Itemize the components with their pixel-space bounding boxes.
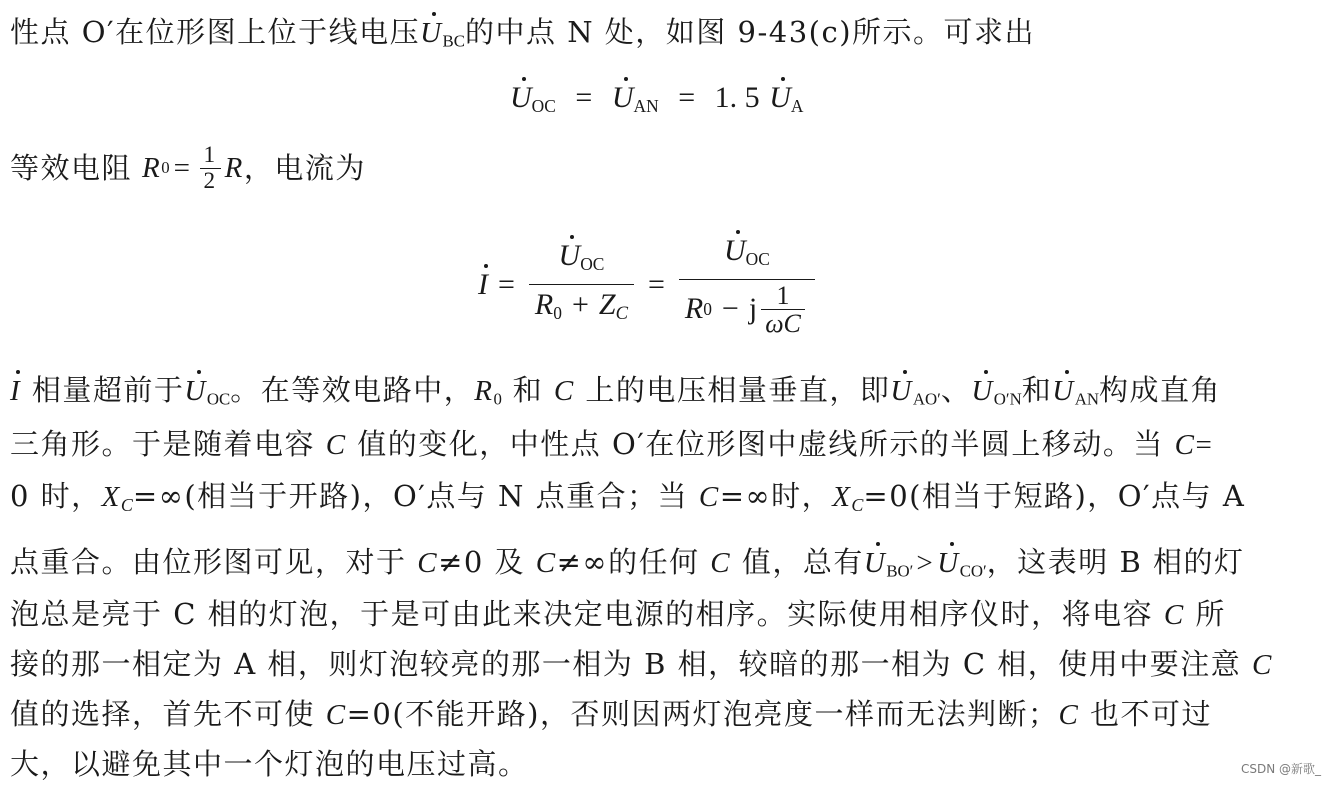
subscript: BO′ <box>886 561 914 581</box>
equals-sign: = <box>647 268 665 301</box>
numerator: 1 <box>761 282 805 310</box>
text: 、 <box>940 373 972 407</box>
symbol-C: C <box>553 375 575 407</box>
voltage-phasor: U <box>611 81 634 114</box>
text: ，这表明 B 相的灯 <box>986 545 1245 579</box>
text: 等效电阻 <box>10 151 133 185</box>
text: =∞时， <box>719 479 833 513</box>
fraction-one-half <box>200 143 221 193</box>
paragraph-line-2 <box>10 132 366 204</box>
voltage-phasor: U <box>769 81 791 114</box>
text: =0(相当于短路)，O′点与 A <box>863 479 1246 513</box>
subscript: AN <box>1074 389 1100 409</box>
subscript: OC <box>531 95 556 116</box>
symbol-C: C <box>1174 429 1196 461</box>
fraction-one-over-omega-c <box>761 282 805 338</box>
current-phasor: I <box>478 268 488 301</box>
symbol-C: C <box>698 481 720 513</box>
equals-sign: = <box>498 268 515 301</box>
equals-sign: = <box>575 81 593 114</box>
text: 上的电压相量垂直，即 <box>585 373 891 407</box>
symbol-C: C <box>417 547 439 579</box>
greater-than-sign: > <box>916 547 935 579</box>
text: 构成直角 <box>1099 373 1222 407</box>
coefficient: 1. 5 <box>714 81 760 114</box>
subscript: 0 <box>703 299 712 320</box>
imaginary-unit: j <box>748 292 758 326</box>
voltage-phasor: U <box>723 233 746 267</box>
symbol-X: X <box>101 481 121 513</box>
voltage-phasor: U <box>971 375 994 407</box>
text: 的中点 N 处，如图 9-43(c)所示。可求出 <box>464 15 1036 49</box>
symbol-X: X <box>832 481 852 513</box>
text: 和 <box>1021 373 1053 407</box>
paragraph-line-6 <box>10 544 1244 590</box>
text: =0(不能开路)，否则因两灯泡亮度一样而无法判断； <box>346 697 1059 731</box>
symbol-R: R <box>684 292 704 326</box>
voltage-phasor: U <box>184 375 207 407</box>
subscript: CO′ <box>959 561 987 581</box>
voltage-phasor: U <box>937 547 960 579</box>
symbol-C: C <box>535 547 557 579</box>
fraction-current-2 <box>679 231 815 339</box>
voltage-phasor: U <box>558 238 581 272</box>
subscript: O′N <box>993 389 1022 409</box>
text: 所 <box>1195 597 1226 631</box>
text: 相量超前于 <box>31 373 185 407</box>
paragraph-line-3 <box>10 372 1221 418</box>
equation-2 <box>478 222 819 348</box>
symbol-R: R <box>474 375 494 407</box>
subscript: C <box>615 303 628 325</box>
subscript: 0 <box>553 302 562 323</box>
symbol-C: C <box>710 547 732 579</box>
subscript: OC <box>745 248 770 269</box>
voltage-phasor: U <box>890 375 913 407</box>
symbol-R: R <box>534 287 554 321</box>
paragraph-line-7 <box>10 596 1226 633</box>
subscript: AN <box>633 95 659 116</box>
numerator: 1 <box>200 143 221 168</box>
denominator <box>679 280 815 340</box>
subscript: C <box>120 495 133 516</box>
denominator: ωC <box>765 308 801 338</box>
symbol-R: R <box>224 152 244 184</box>
fraction-current-1 <box>529 236 634 334</box>
subscript: A <box>790 95 804 116</box>
numerator <box>679 231 815 280</box>
voltage-phasor: U <box>863 547 887 579</box>
equals-sign: = <box>173 152 192 184</box>
numerator <box>529 236 634 285</box>
symbol-C: C <box>325 699 347 731</box>
paragraph-line-5 <box>10 478 1245 523</box>
symbol-C: C <box>1251 649 1273 681</box>
paragraph-line-4 <box>10 426 1213 463</box>
paragraph-line-10 <box>10 746 529 782</box>
text: 。在等效电路中， <box>230 373 475 407</box>
subscript: OC <box>206 389 231 409</box>
text: 三角形。于是随着电容 <box>10 427 316 461</box>
subscript: C <box>851 495 864 516</box>
paragraph-line-9 <box>10 696 1212 733</box>
text: 值的变化，中性点 O′在位形图中虚线所示的半圆上移动。当 <box>357 427 1164 461</box>
equals-sign: = <box>1195 429 1214 461</box>
subscript: BC <box>442 31 465 51</box>
subscript: AO′ <box>912 389 941 409</box>
minus-sign: − <box>721 292 739 326</box>
text: ，电流为 <box>243 151 366 185</box>
symbol-C: C <box>1163 599 1185 631</box>
denominator: 2 <box>203 167 217 194</box>
text: ≠∞的任何 <box>556 545 700 579</box>
symbol-C: C <box>325 429 347 461</box>
paragraph-line-8 <box>10 646 1273 683</box>
text: 值的选择，首先不可使 <box>10 697 316 731</box>
denominator <box>529 285 634 334</box>
voltage-phasor: U <box>510 81 532 114</box>
current-phasor: I <box>10 375 22 407</box>
text: 也不可过 <box>1090 697 1213 731</box>
text: =∞(相当于开路)，O′点与 N 点重合；当 <box>132 479 689 513</box>
equation-1 <box>510 80 803 124</box>
text: 和 <box>512 373 544 407</box>
csdn-watermark: CSDN @新歌_ <box>1240 762 1321 776</box>
text: ≠0 及 <box>438 545 526 579</box>
symbol-C: C <box>1058 699 1080 731</box>
text: 大，以避免其中一个灯泡的电压过高。 <box>10 747 529 781</box>
text: 泡总是亮于 C 相的灯泡，于是可由此来决定电源的相序。实际使用相序仪时，将电容 <box>10 597 1154 631</box>
text: 性点 O′在位形图上位于线电压 <box>10 15 421 49</box>
subscript: 0 <box>493 389 502 409</box>
subscript: 0 <box>161 158 170 177</box>
voltage-phasor: U <box>1052 375 1075 407</box>
text: 0 时， <box>10 479 102 513</box>
symbol-Z: Z <box>598 287 616 321</box>
plus-sign: + <box>571 287 589 321</box>
text: 值，总有 <box>741 545 864 579</box>
paragraph-line-1 <box>10 14 1035 60</box>
symbol-R: R <box>142 152 162 184</box>
voltage-phasor: U <box>420 17 443 49</box>
equals-sign: = <box>678 81 696 114</box>
subscript: OC <box>580 253 605 274</box>
text: 接的那一相定为 A 相，则灯泡较亮的那一相为 B 相，较暗的那一相为 C 相，使用中要注意 <box>10 647 1242 681</box>
text: 点重合。由位形图可见，对于 <box>10 545 407 579</box>
